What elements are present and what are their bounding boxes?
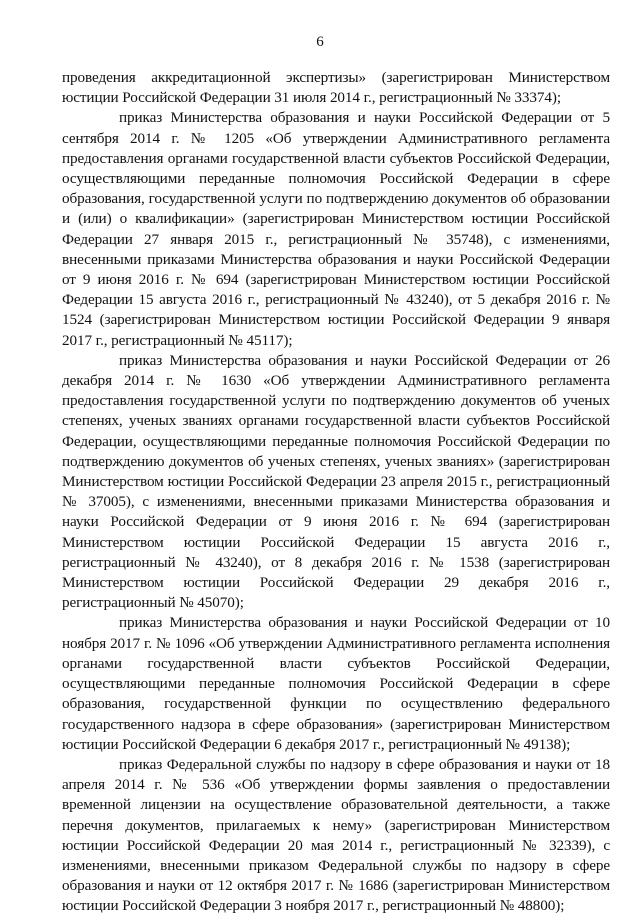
document-body (62, 68, 610, 917)
paragraph-order-1205: приказ Министерства образования и науки Российской Федерации от 5 сентября 2014 г. № 1205 «Об утверждении Административного регламента предоставления органами государственной власти субъектов Российской Федерации, осуществляющими переданные полномочия Российской Федерации в сфере образования, государственной услуги по подтверждению документов об образовании и (или) о квалификации» (зарегистрирован Министерством юстиции Российской Федерации 27 января 2015 г., регистрационный № 35748), с изменениями, внесенными приказами Министерства образования и науки Российской Федерации от 9 июня 2016 г. № 694 (зарегистрирован Министерством юстиции Российской Федерации 15 августа 2016 г., регистрационный № 43240), от 5 декабря 2016 г. № 1524 (зарегистрирован Министерством юстиции Российской Федерации 9 января 2017 г., регистрационный № 45117); (62, 109, 610, 349)
paragraph-order-536: приказ Федеральной службы по надзору в сфере образования и науки от 18 апреля 2014 г. № 536 «Об утверждении формы заявления о предоставлении временной лицензии на осуществление образовательной деятельности, а также перечня документов, прилагаемых к нему» (зарегистрирован Министерством юстиции Российской Федерации 20 мая 2014 г., регистрационный № 32339), с изменениями, внесенными приказом Федеральной службы по надзору в сфере образования и науки от 12 октября 2017 г. № 1686 (зарегистрирован Министерством юстиции Российской Федерации 3 ноября 2017 г., регистрационный № 48800); (62, 755, 610, 915)
page-number: 6 (316, 34, 324, 50)
paragraph-order-1096: приказ Министерства образования и науки Российской Федерации от 10 ноября 2017 г. № 1096 «Об утверждении Административного регламента исполнения органами государственной власти субъектов Российской Федерации, осуществляющими переданные полномочия Российской Федерации в сфере образования, государственной функции по осуществлению федерального государственного надзора в сфере образования» (зарегистрирован Министерством юстиции Российской Федерации 6 декабря 2017 г., регистрационный № 49138); (62, 614, 610, 753)
paragraph-order-1630: приказ Министерства образования и науки Российской Федерации от 26 декабря 2014 г. № 1630 «Об утверждении Административного регламента предоставления государственной услуги по подтверждению документов об ученых степенях, ученых званиях органами государственной власти субъектов Российской Федерации, осуществляющими переданные полномочия Российской Федерации по подтверждению документов об ученых степенях, ученых званиях» (зарегистрирован Министерством юстиции Российской Федерации 23 апреля 2015 г., регистрационный № 37005), с изменениями, внесенными приказами Министерства образования и науки Российской Федерации от 9 июня 2016 г. № 694 (зарегистрирован Министерством юстиции Российской Федерации 15 августа 2016 г., регистрационный № 43240), от 8 декабря 2016 г. № 1538 (зарегистрирован Министерством юстиции Российской Федерации 29 декабря 2016 г., регистрационный № 45070); (62, 351, 610, 612)
paragraph-continuation: проведения аккредитационной экспертизы» (зарегистрирован Министерством юстиции Российской Федерации 31 июля 2014 г., регистрационный № 33374); (62, 69, 610, 107)
